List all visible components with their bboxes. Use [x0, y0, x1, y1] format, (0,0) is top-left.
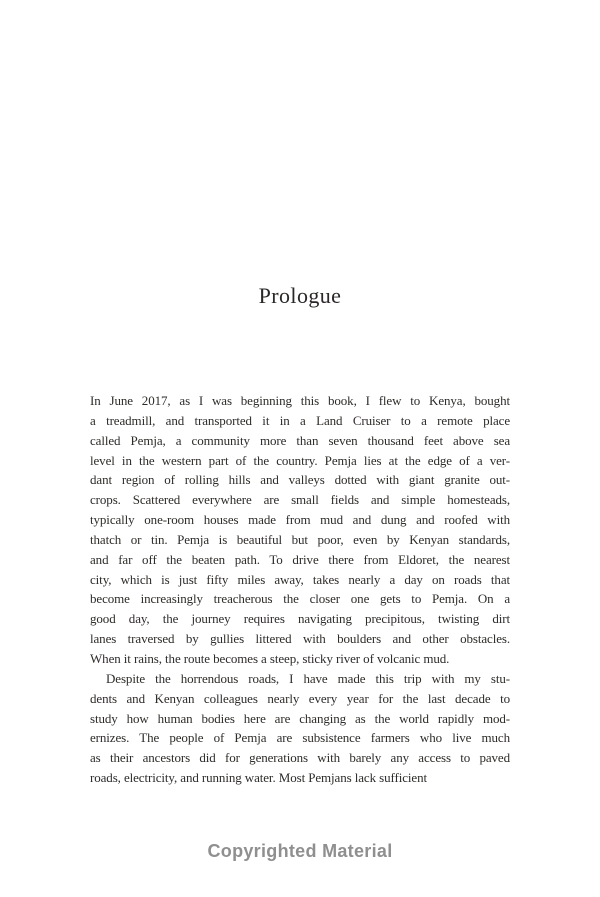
chapter-title: Prologue [258, 283, 342, 308]
text-line: dant region of rolling hills and valleys dotted with giant granite out- [90, 472, 510, 488]
text-line: good day, the journey requires navigating precipitous, twisting dirt [90, 611, 510, 627]
text-line: level in the western part of the country. Pemja lies at the edge of a ver- [90, 452, 510, 468]
text-line: ernizes. The people of Pemja are subsistence farmers who live much [90, 730, 510, 746]
text-line: a treadmill, and transported it in a Land Cruiser to a remote place [90, 412, 510, 428]
text-line: as their ancestors did for generations with barely any access to paved [90, 750, 510, 766]
text-line: and far off the beaten path. To drive there from Eldoret, the nearest [90, 551, 510, 567]
text-line: roads, electricity, and running water. Most Pemjans lack sufficient [90, 770, 427, 786]
text-line: called Pemja, a community more than seven thousand feet above sea [90, 432, 510, 448]
text-line: When it rains, the route becomes a steep, sticky river of volcanic mud. [90, 650, 450, 666]
text-line: Despite the horrendous roads, I have made this trip with my stu- [106, 670, 510, 686]
text-line: crops. Scattered everywhere are small fields and simple homesteads, [90, 492, 510, 508]
text-line: thatch or tin. Pemja is beautiful but poor, even by Kenyan standards, [90, 531, 510, 547]
text-line: become increasingly treacherous the closer one gets to Pemja. On a [90, 591, 510, 607]
body-text [90, 391, 510, 788]
text-line: lanes traversed by gullies littered with boulders and other obstacles. [90, 631, 510, 647]
text-line: typically one-room houses made from mud and dung and roofed with [90, 512, 510, 528]
text-line: study how human bodies here are changing as the world rapidly mod- [90, 710, 510, 726]
text-line: city, which is just fifty miles away, takes nearly a day on roads that [90, 571, 510, 587]
text-line: In June 2017, as I was beginning this book, I flew to Kenya, bought [90, 393, 510, 408]
copyright-notice: Copyrighted Material [207, 841, 393, 861]
text-line: dents and Kenyan colleagues nearly every year for the last decade to [90, 690, 510, 706]
